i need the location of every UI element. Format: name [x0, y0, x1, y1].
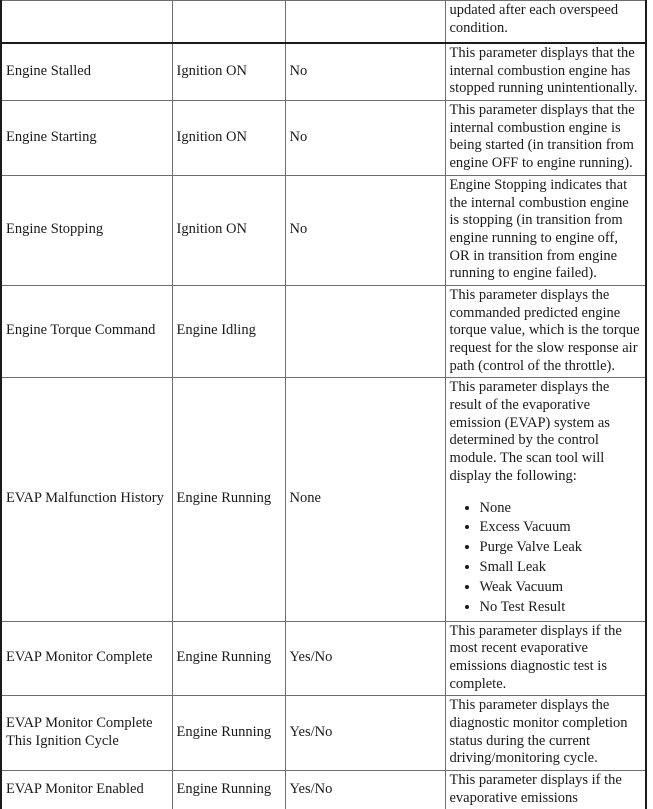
list-item: • None — [480, 499, 642, 518]
cell-value: No — [285, 43, 445, 101]
list-item: • Small Leak — [480, 558, 642, 577]
description-text: Engine Stopping indicates that the internal combustion engine is stopping (in transition from engine running to engine off, OR in transition from engine running to engine failed). — [449, 176, 629, 282]
cell-value: None — [285, 378, 445, 621]
cell-description — [445, 696, 646, 771]
cell-description — [445, 621, 646, 696]
description-text: This parameter displays the commanded predicted engine torque value, which is the torque request for the slow response air path (control of the throttle). — [449, 286, 640, 374]
list-item: • No Test Result — [480, 598, 642, 617]
list-item: • Excess Vacuum — [480, 518, 642, 537]
description-text: This parameter displays that the internal combustion engine has stopped running unintentionally. — [449, 45, 638, 97]
table-row — [1, 285, 646, 377]
description-text: This parameter displays that the internal combustion engine is being started (in transition from engine OFF to engine running). — [449, 102, 635, 172]
evap-malfunction-value-list — [450, 499, 642, 617]
cell-parameter: EVAP Malfunction History — [1, 378, 172, 621]
cell-value — [285, 1, 445, 44]
cell-parameter: Engine Stalled — [1, 43, 172, 101]
list-item: • Weak Vacuum — [480, 578, 642, 597]
table-row — [1, 1, 646, 44]
table-row — [1, 175, 646, 285]
description-text: This parameter displays if the most recent evaporative emissions diagnostic test is complete. — [449, 622, 622, 692]
cell-condition: Engine Running — [172, 696, 285, 771]
description-text: This parameter displays if the evaporative emissions — [449, 772, 622, 806]
cell-condition: Ignition ON — [172, 43, 285, 101]
cell-condition: Engine Running — [172, 621, 285, 696]
cell-condition: Ignition ON — [172, 101, 285, 176]
cell-description — [445, 1, 646, 44]
description-text: updated after each overspeed condition. — [449, 2, 619, 36]
cell-value: No — [285, 175, 445, 285]
table-row — [1, 43, 646, 101]
cell-condition: Ignition ON — [172, 175, 285, 285]
cell-value: Yes/No — [285, 621, 445, 696]
description-text: This parameter displays the diagnostic monitor completion status during the current driving/monitoring cycle. — [449, 697, 628, 767]
cell-parameter: EVAP Monitor Enabled — [1, 771, 172, 809]
cell-parameter — [1, 1, 172, 44]
cell-description — [445, 771, 646, 809]
cell-condition: Engine Running — [172, 771, 285, 809]
cell-description — [445, 285, 646, 377]
cell-condition: Engine Idling — [172, 285, 285, 377]
cell-parameter: EVAP Monitor Complete — [1, 621, 172, 696]
cell-condition: Engine Running — [172, 378, 285, 621]
cell-value: No — [285, 101, 445, 176]
cell-description — [445, 43, 646, 101]
description-text: This parameter displays the result of the evaporative emission (EVAP) system as determined by the control module. The scan tool will display the following: — [449, 379, 610, 484]
cell-description — [445, 378, 646, 621]
cell-condition — [172, 1, 285, 44]
cell-parameter: Engine Stopping — [1, 175, 172, 285]
cell-value — [285, 285, 445, 377]
table-row — [1, 378, 646, 621]
cell-value: Yes/No — [285, 696, 445, 771]
cell-parameter: Engine Torque Command — [1, 285, 172, 377]
cell-parameter: EVAP Monitor Complete This Ignition Cycle — [1, 696, 172, 771]
table-row — [1, 771, 646, 809]
table-row — [1, 621, 646, 696]
cell-parameter: Engine Starting — [1, 101, 172, 176]
cell-description — [445, 175, 646, 285]
cell-value: Yes/No — [285, 771, 445, 809]
table-row — [1, 696, 646, 771]
table-body — [1, 1, 646, 809]
cell-description — [445, 101, 646, 176]
table-row — [1, 101, 646, 176]
list-item: • Purge Valve Leak — [480, 538, 642, 557]
